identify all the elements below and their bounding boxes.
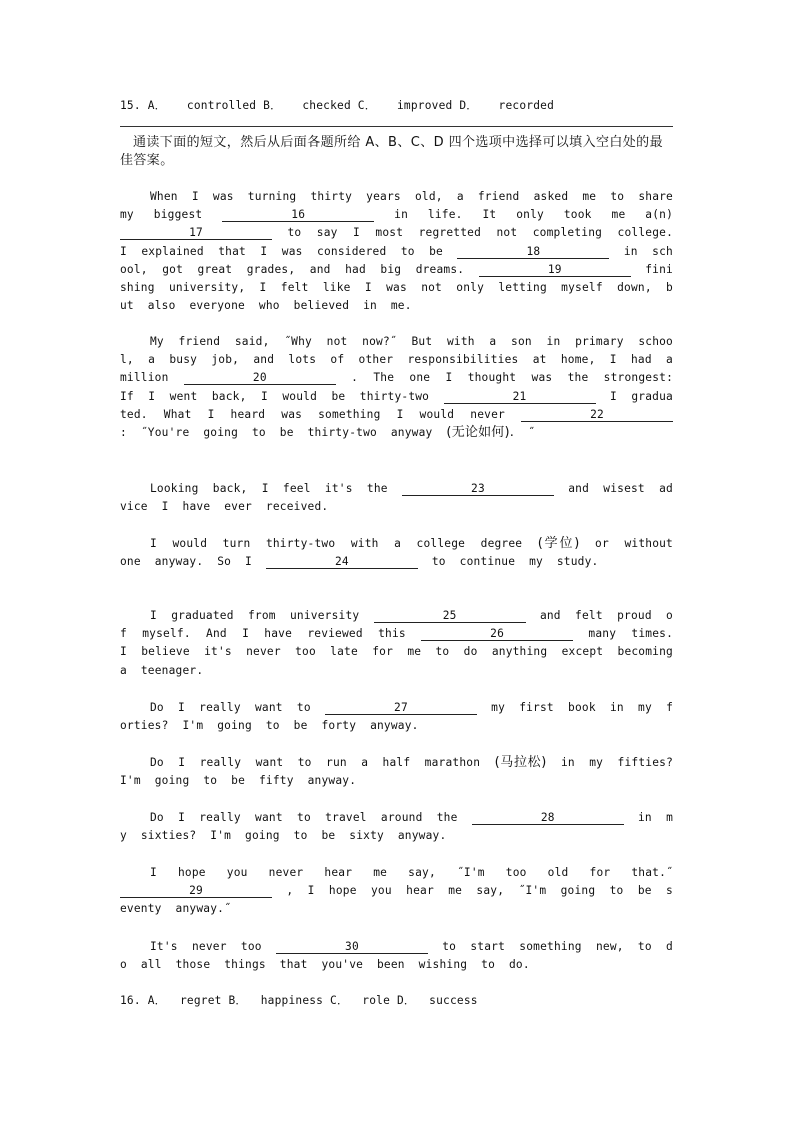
- section-divider: [120, 126, 673, 127]
- q15-number: 15. A．: [120, 99, 167, 112]
- blank-30: 30: [276, 941, 428, 954]
- q16-option-c: role D．: [362, 994, 416, 1007]
- passage-text: I graduated. What I heard was something I would never: [120, 389, 673, 421]
- section-instruction: 通读下面的短文，然后从后面各题所给 A、B、C、D 四个选项中选择可以填入空白处的最佳答案。: [120, 135, 663, 168]
- passage-text: It's never too: [150, 940, 262, 953]
- passage-text: I hope you never hear me say, ˝I'm too old for that.˝: [150, 866, 673, 879]
- passage-text: Looking back, I feel it's the: [150, 482, 388, 495]
- q16-option-a: regret B．: [179, 994, 247, 1007]
- blank-16: 16: [222, 209, 374, 222]
- passage-text: , I hope you hear me say, ˝I'm going to be seventy anyway.˝: [120, 884, 673, 916]
- passage-paragraph-10: [120, 938, 673, 974]
- q15-option-d: recorded: [498, 99, 554, 112]
- passage-paragraph-7: [120, 754, 673, 790]
- chinese-gloss: (无论如何).: [446, 425, 515, 441]
- blank-24: 24: [266, 556, 418, 569]
- passage-paragraph-1: [120, 188, 673, 315]
- blank-28: 28: [472, 812, 624, 825]
- passage-text: in life. It only took me a(n): [394, 208, 674, 222]
- passage-text: I graduated from university: [150, 609, 360, 622]
- blank-27: 27: [325, 702, 477, 715]
- blank-20: 20: [184, 372, 336, 385]
- blank-25: 25: [374, 610, 526, 623]
- passage-text: in my fifties? I'm going to be fifty anyway.: [120, 756, 674, 788]
- question-16-options: [120, 994, 478, 1008]
- q15-option-c: improved D．: [396, 99, 478, 112]
- passage-text: my first book in my forties? I'm going to be forty anyway.: [120, 701, 674, 733]
- passage-paragraph-4: [120, 535, 673, 571]
- chinese-gloss: (马拉松): [494, 755, 547, 770]
- passage-text: . The one I thought was the strongest: If I went back, I would be thirty-two: [120, 371, 674, 403]
- passage-text: Do I really want to travel around the: [150, 811, 458, 824]
- blank-23: 23: [402, 483, 554, 496]
- passage-paragraph-3: [120, 480, 673, 516]
- q16-option-b: happiness C．: [260, 994, 349, 1007]
- q15-option-a: controlled B．: [186, 99, 282, 112]
- passage-text: My friend said, ˝Why not now?˝ But with a son in primary school, a busy job, and lots of other responsibilities at home, I had a million: [120, 335, 673, 385]
- passage-text: ˝: [528, 426, 535, 440]
- blank-17: 17: [120, 227, 272, 240]
- passage-text: in school, got great grades, and had big dreams.: [120, 244, 673, 276]
- q16-option-d: success: [429, 994, 478, 1007]
- blank-26: 26: [421, 628, 573, 641]
- passage-text: finishing university, I felt like I was not only letting myself down, but also everyone who believed in me.: [120, 262, 673, 313]
- blank-21: 21: [444, 391, 596, 404]
- q15-option-b: checked C．: [302, 99, 377, 112]
- question-15-options: [120, 99, 554, 113]
- passage-text: When I was turning thirty years old, a friend asked me to share my biggest: [120, 190, 673, 222]
- passage-text: many times. I believe it's never too late for me to do anything except becoming a teenager.: [120, 627, 674, 677]
- passage-text: Do I really want to: [150, 701, 311, 714]
- passage-text: to say I most regretted not completing college. I explained that I was considered to be: [120, 226, 674, 258]
- passage-text: to start something new, to do all those things that you've been wishing to do.: [120, 940, 673, 972]
- passage-paragraph-5: [120, 607, 673, 680]
- passage-text: and wisest advice I have ever received.: [120, 482, 673, 514]
- blank-19: 19: [479, 264, 631, 277]
- passage-text: and felt proud of myself. And I have reviewed this: [120, 609, 673, 641]
- passage-text: or without one anyway. So I: [120, 537, 673, 569]
- passage-paragraph-8: [120, 809, 673, 845]
- blank-22: 22: [521, 409, 673, 422]
- passage-text: : ˝You're going to be thirty-two anyway: [120, 426, 433, 440]
- blank-29: 29: [120, 885, 272, 898]
- chinese-gloss: (学位): [537, 536, 580, 551]
- passage-paragraph-9: [120, 864, 673, 919]
- passage-paragraph-2: [120, 333, 673, 442]
- blank-18: 18: [457, 246, 609, 259]
- passage-text: in my sixties? I'm going to be sixty anyway.: [120, 811, 674, 843]
- q16-number: 16. A．: [120, 994, 167, 1007]
- passage-text: Do I really want to run a half marathon: [150, 756, 481, 769]
- passage-text: I would turn thirty-two with a college degree: [150, 537, 523, 550]
- passage-paragraph-6: [120, 699, 673, 735]
- passage-text: to continue my study.: [431, 555, 599, 569]
